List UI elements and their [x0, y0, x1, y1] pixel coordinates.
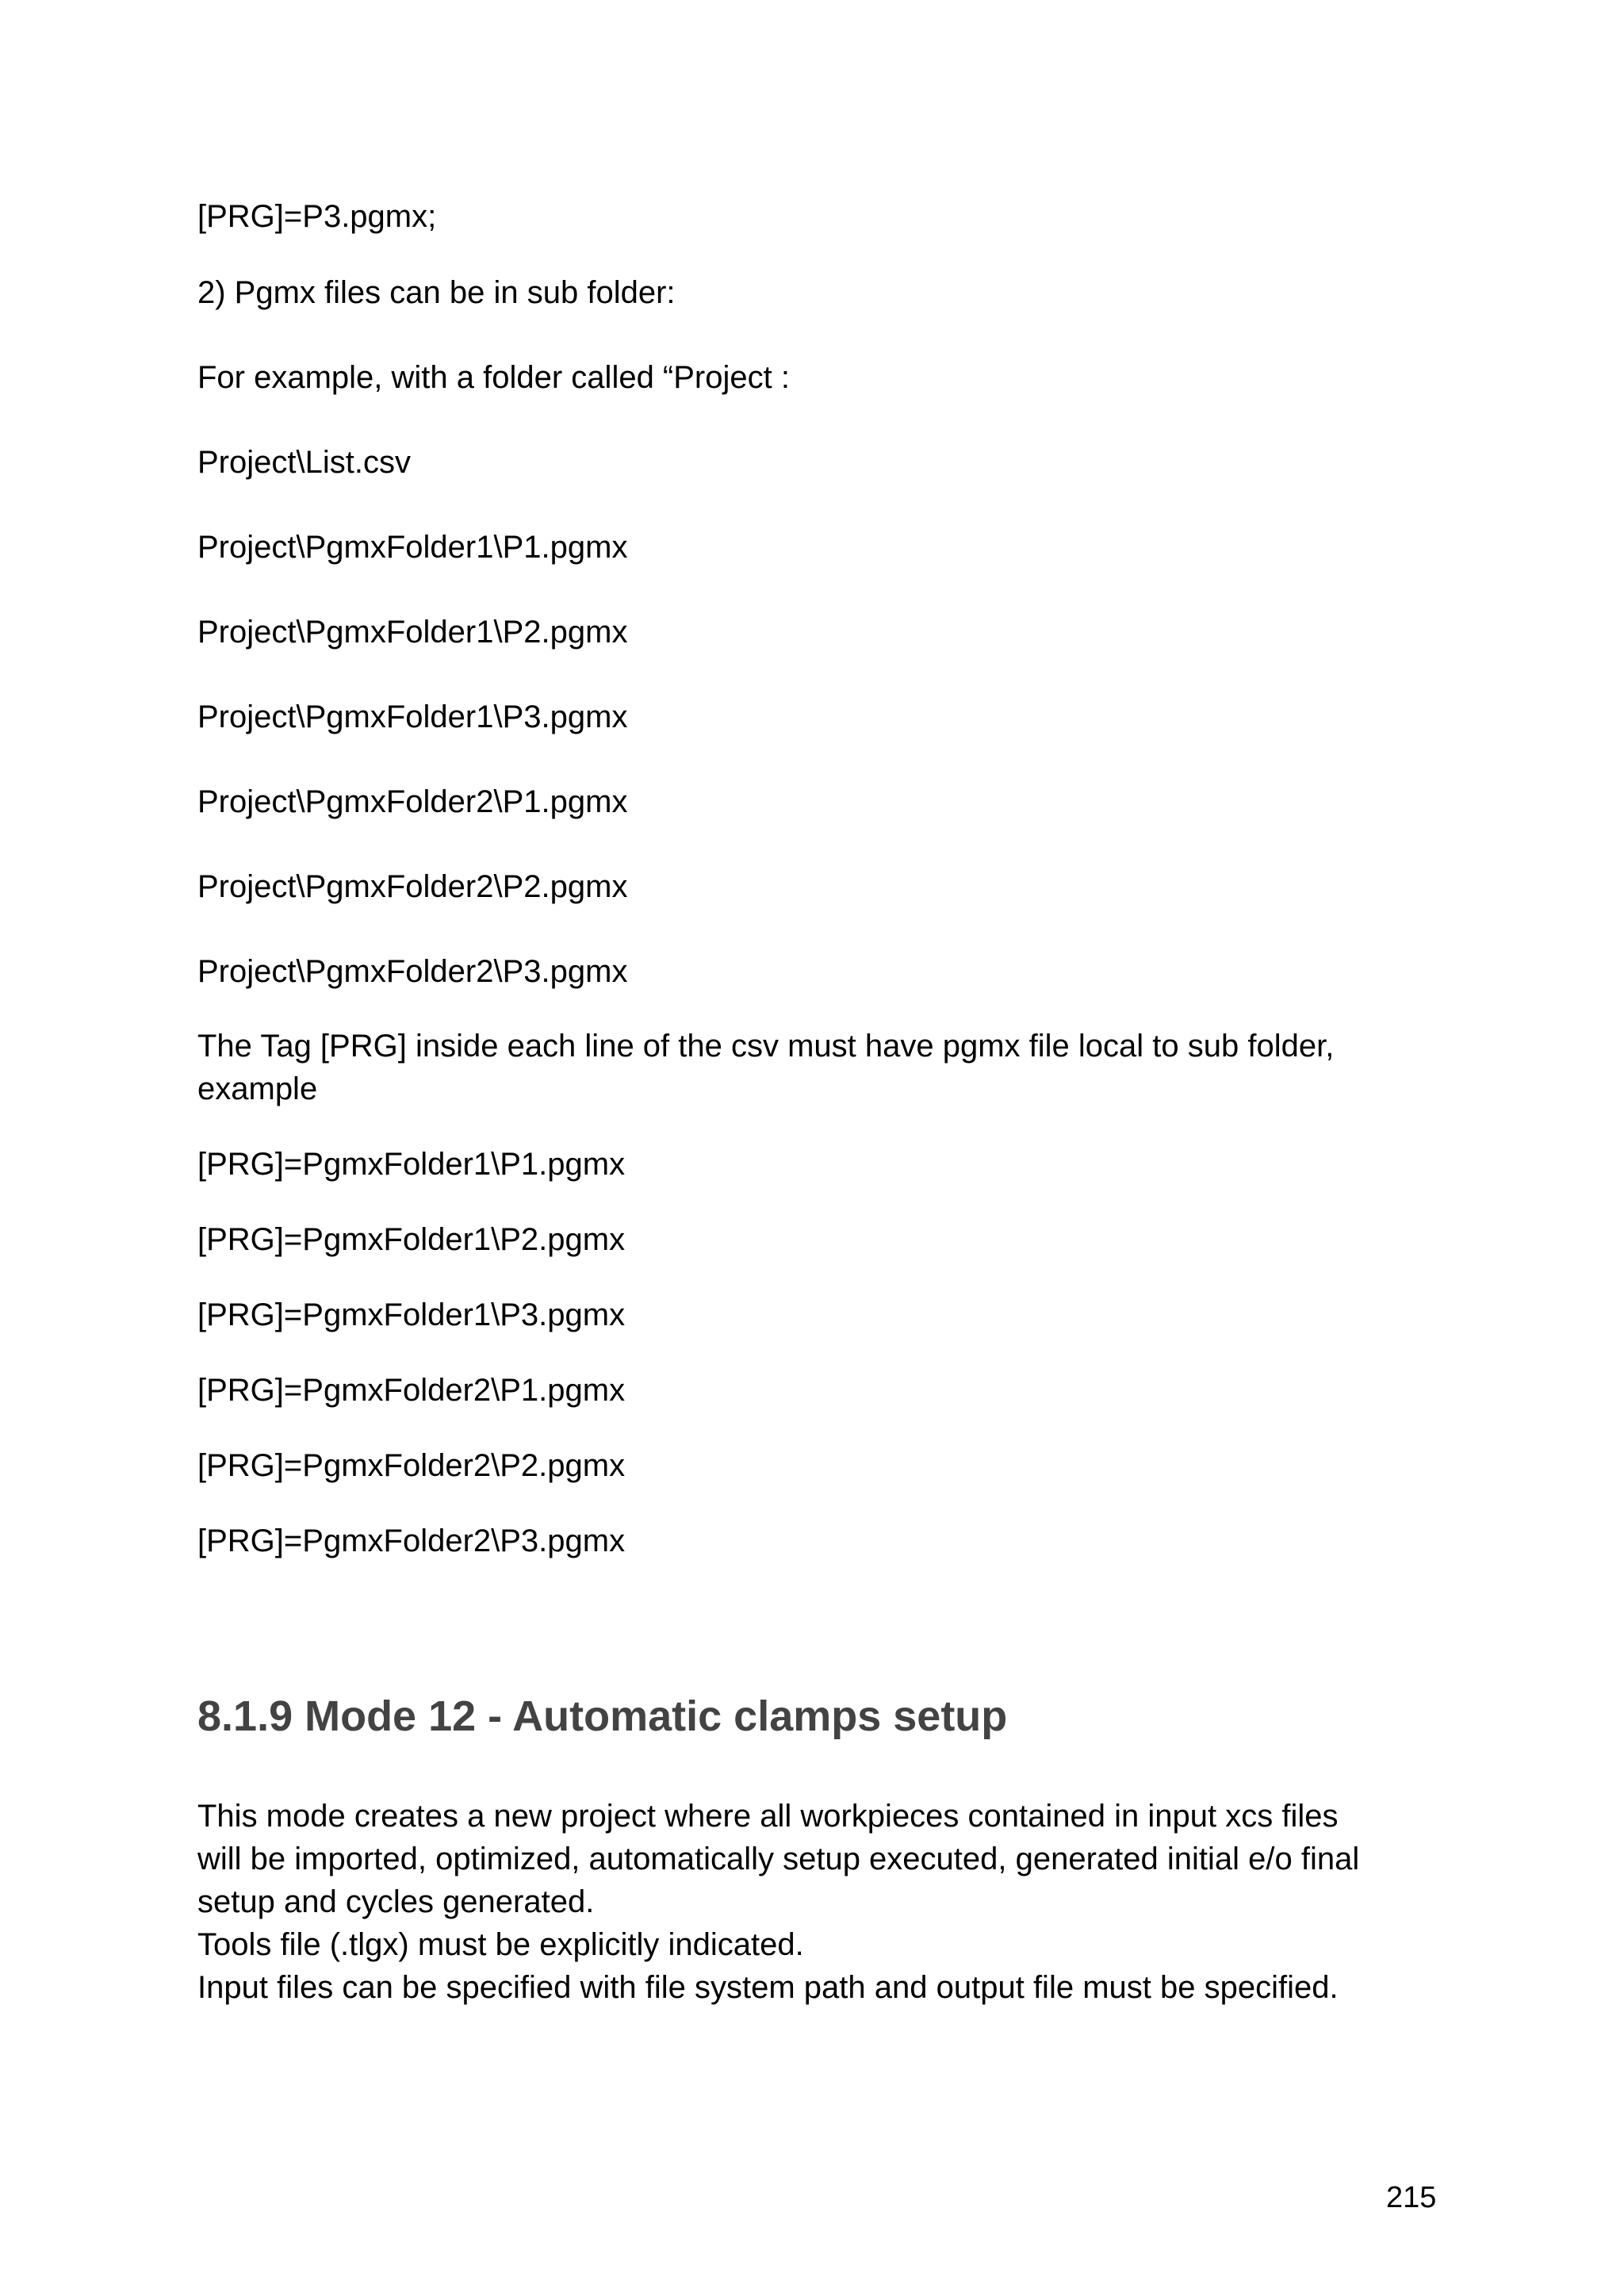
prg-folder2-p1: [PRG]=PgmxFolder2\P1.pgmx: [197, 1373, 626, 1408]
section-heading: 8.1.9 Mode 12 - Automatic clamps setup: [197, 1692, 1008, 1740]
prg-folder1-p3: [PRG]=PgmxFolder1\P3.pgmx: [197, 1297, 626, 1332]
subfolder-intro-line: 2) Pgmx files can be in sub folder:: [197, 275, 676, 310]
section-body-line-1: This mode creates a new project where all workpieces contained in input xcs files: [197, 1799, 1339, 1834]
path-folder2-p1: Project\PgmxFolder2\P1.pgmx: [197, 784, 628, 819]
prg-folder1-p1: [PRG]=PgmxFolder1\P1.pgmx: [197, 1147, 626, 1182]
tag-prg-paragraph: [197, 1025, 1482, 1110]
section-body-line-5: Input files can be specified with file system path and output file must be specified.: [197, 1970, 1339, 2005]
section-body: [197, 1795, 1482, 2009]
prg-folder2-p3: [PRG]=PgmxFolder2\P3.pgmx: [197, 1524, 626, 1558]
section-body-line-2: will be imported, optimized, automatically setup executed, generated initial e/o final: [197, 1842, 1360, 1876]
path-folder1-p3: Project\PgmxFolder1\P3.pgmx: [197, 700, 628, 734]
path-list-csv: Project\List.csv: [197, 445, 411, 480]
example-intro-line: For example, with a folder called “Project :: [197, 360, 790, 395]
tag-prg-line-1: The Tag [PRG] inside each line of the csv must have pgmx file local to sub folder,: [197, 1029, 1335, 1064]
page-number: 215: [1386, 2181, 1437, 2214]
section-body-line-4: Tools file (.tlgx) must be explicitly indicated.: [197, 1927, 804, 1962]
path-folder1-p1: Project\PgmxFolder1\P1.pgmx: [197, 530, 628, 565]
path-folder1-p2: Project\PgmxFolder1\P2.pgmx: [197, 615, 628, 650]
prg-folder1-p2: [PRG]=PgmxFolder1\P2.pgmx: [197, 1222, 626, 1257]
path-folder2-p2: Project\PgmxFolder2\P2.pgmx: [197, 869, 628, 904]
prg-p3-line: [PRG]=P3.pgmx;: [197, 199, 437, 234]
prg-folder2-p2: [PRG]=PgmxFolder2\P2.pgmx: [197, 1448, 626, 1483]
section-body-line-3: setup and cycles generated.: [197, 1884, 595, 1919]
tag-prg-line-2: example: [197, 1071, 318, 1106]
path-folder2-p3: Project\PgmxFolder2\P3.pgmx: [197, 954, 628, 989]
